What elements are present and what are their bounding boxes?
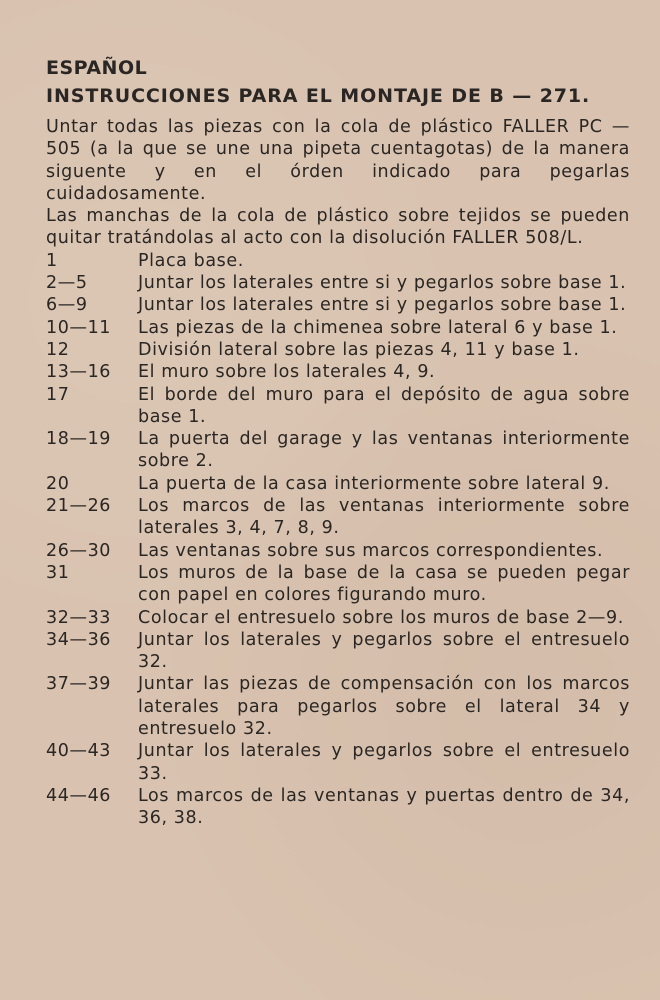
step-number: 12 — [46, 339, 70, 360]
step-text: Juntar las piezas de compensación con los marcos laterales para pegarlos sobre el lateral 34 y entresuelo 32. — [138, 674, 630, 740]
step-item — [46, 785, 630, 830]
step-item — [46, 629, 630, 674]
intro-paragraph: Las manchas de la cola de plástico sobre tejidos se pueden quitar tratándolas al acto con la disolución FALLER 508/L. — [46, 206, 630, 249]
step-number: 32—33 — [46, 607, 112, 628]
step-text: División lateral sobre las piezas 4, 11 y base 1. — [138, 339, 580, 360]
step-number: 21—26 — [46, 496, 112, 517]
step-number: 10—11 — [46, 317, 112, 338]
step-text: Juntar los laterales entre si y pegarlos sobre base 1. — [138, 273, 627, 294]
step-number: 34—36 — [46, 629, 112, 650]
step-item — [46, 673, 630, 740]
step-number: 18—19 — [46, 429, 112, 450]
step-number: 40—43 — [46, 741, 112, 762]
step-item — [46, 495, 630, 540]
step-text: La puerta de la casa interiormente sobre lateral 9. — [138, 473, 610, 494]
step-text: Placa base. — [138, 250, 244, 271]
step-number: 31 — [46, 562, 70, 583]
step-text: Juntar los laterales y pegarlos sobre el entresuelo 32. — [138, 629, 630, 673]
step-number: 37—39 — [46, 674, 112, 695]
step-item — [46, 384, 630, 429]
step-item — [46, 607, 630, 629]
step-number: 13—16 — [46, 362, 112, 383]
step-text: Colocar el entresuelo sobre los muros de base 2—9. — [138, 607, 624, 628]
step-number: 26—30 — [46, 540, 112, 561]
instructions-title: INSTRUCCIONES PARA EL MONTAJE DE B — 271. — [46, 85, 591, 107]
step-number: 20 — [46, 473, 70, 494]
step-item — [46, 317, 630, 339]
intro-paragraph: Untar todas las piezas con la cola de plástico FALLER PC — 505 (a la que se une una pipeta cuentagotas) de la manera siguente y en el órden indicado para pegarlas cuidadosamente. — [46, 117, 630, 204]
step-item — [46, 540, 630, 562]
step-item — [46, 428, 630, 473]
step-item — [46, 272, 630, 294]
step-text: Los marcos de las ventanas y puertas dentro de 34, 36, 38. — [138, 785, 630, 829]
step-text: Los marcos de las ventanas interiormente sobre laterales 3, 4, 7, 8, 9. — [138, 496, 630, 539]
step-item — [46, 740, 630, 785]
step-item — [46, 562, 630, 607]
language-heading: ESPAÑOL — [46, 57, 148, 79]
step-item — [46, 339, 630, 361]
step-text: Los muros de la base de la casa se pueden pegar con papel en colores figurando muro. — [138, 562, 630, 606]
step-text: Juntar los laterales y pegarlos sobre el entresuelo 33. — [138, 741, 630, 784]
step-item — [46, 294, 630, 316]
step-number: 44—46 — [46, 785, 112, 806]
step-text: La puerta del garage y las ventanas interiormente sobre 2. — [138, 429, 630, 472]
step-item — [46, 250, 630, 272]
step-text: Las piezas de la chimenea sobre lateral 6 y base 1. — [138, 317, 618, 338]
step-item — [46, 361, 630, 383]
step-item — [46, 473, 630, 495]
step-number: 1 — [46, 250, 58, 271]
step-number: 6—9 — [46, 295, 88, 316]
step-text: Las ventanas sobre sus marcos correspondientes. — [138, 540, 604, 561]
step-number: 2—5 — [46, 273, 88, 294]
steps-list — [46, 250, 630, 830]
step-text: El muro sobre los laterales 4, 9. — [138, 362, 436, 383]
intro-section — [46, 116, 630, 250]
step-text: Juntar los laterales entre si y pegarlos sobre base 1. — [138, 295, 627, 316]
step-text: El borde del muro para el depósito de agua sobre base 1. — [138, 384, 630, 427]
step-number: 17 — [46, 384, 70, 405]
